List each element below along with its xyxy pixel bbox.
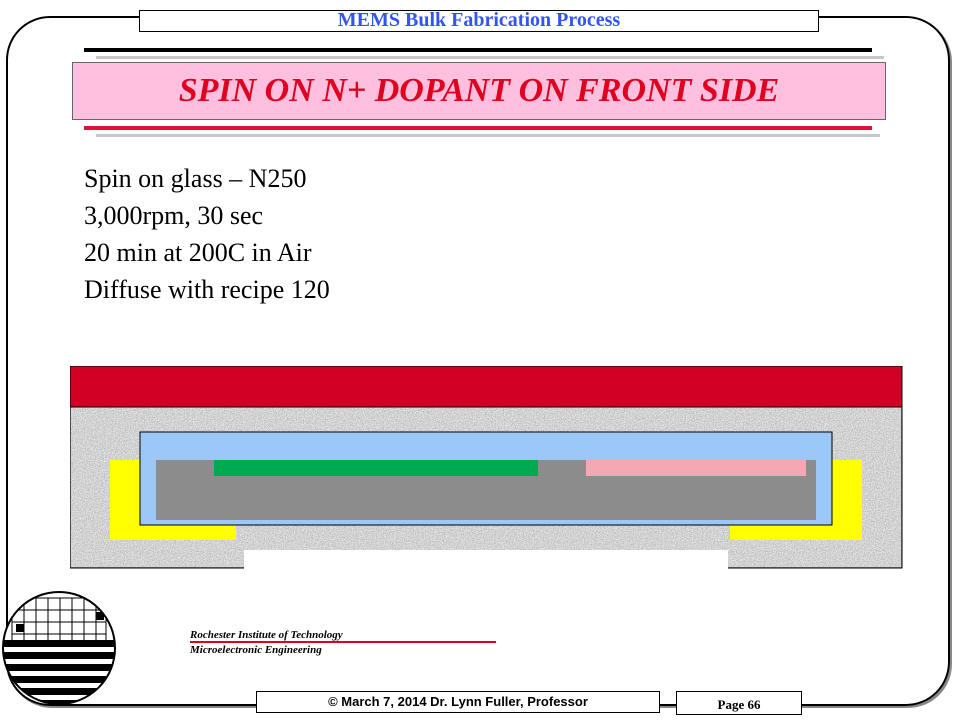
header-title: MEMS Bulk Fabrication Process <box>337 9 621 31</box>
cavity-opening <box>244 550 728 570</box>
pink-layer <box>586 460 806 476</box>
body-line: 3,000rpm, 30 sec <box>84 201 264 230</box>
page-number-box <box>676 691 802 715</box>
body-line: 20 min at 200C in Air <box>84 238 312 267</box>
footer-institute: Rochester Institute of Technology <box>190 629 343 641</box>
copyright-box <box>256 691 660 713</box>
divider-top-shadow <box>96 56 884 59</box>
body-line: Diffuse with recipe 120 <box>84 275 330 304</box>
slide-title: SPIN ON N+ DOPANT ON FRONT SIDE <box>178 72 780 109</box>
divider-red-shadow <box>96 134 880 137</box>
copyright-text: © March 7, 2014 Dr. Lynn Fuller, Professor <box>328 694 588 709</box>
green-layer <box>214 460 538 476</box>
rit-wafer-logo-icon <box>2 590 116 706</box>
cross-section-diagram <box>70 366 903 570</box>
footer-department: Microelectronic Engineering <box>190 644 322 656</box>
footer-divider <box>190 641 496 643</box>
body-text <box>84 160 330 308</box>
page-number: Page 66 <box>717 697 761 712</box>
divider-top <box>84 48 872 52</box>
header-box <box>139 10 819 32</box>
body-line: Spin on glass – N250 <box>84 164 307 193</box>
title-box <box>72 62 886 120</box>
dopant-layer <box>70 366 902 407</box>
divider-red <box>84 126 872 130</box>
footer-institute-block <box>190 628 343 658</box>
